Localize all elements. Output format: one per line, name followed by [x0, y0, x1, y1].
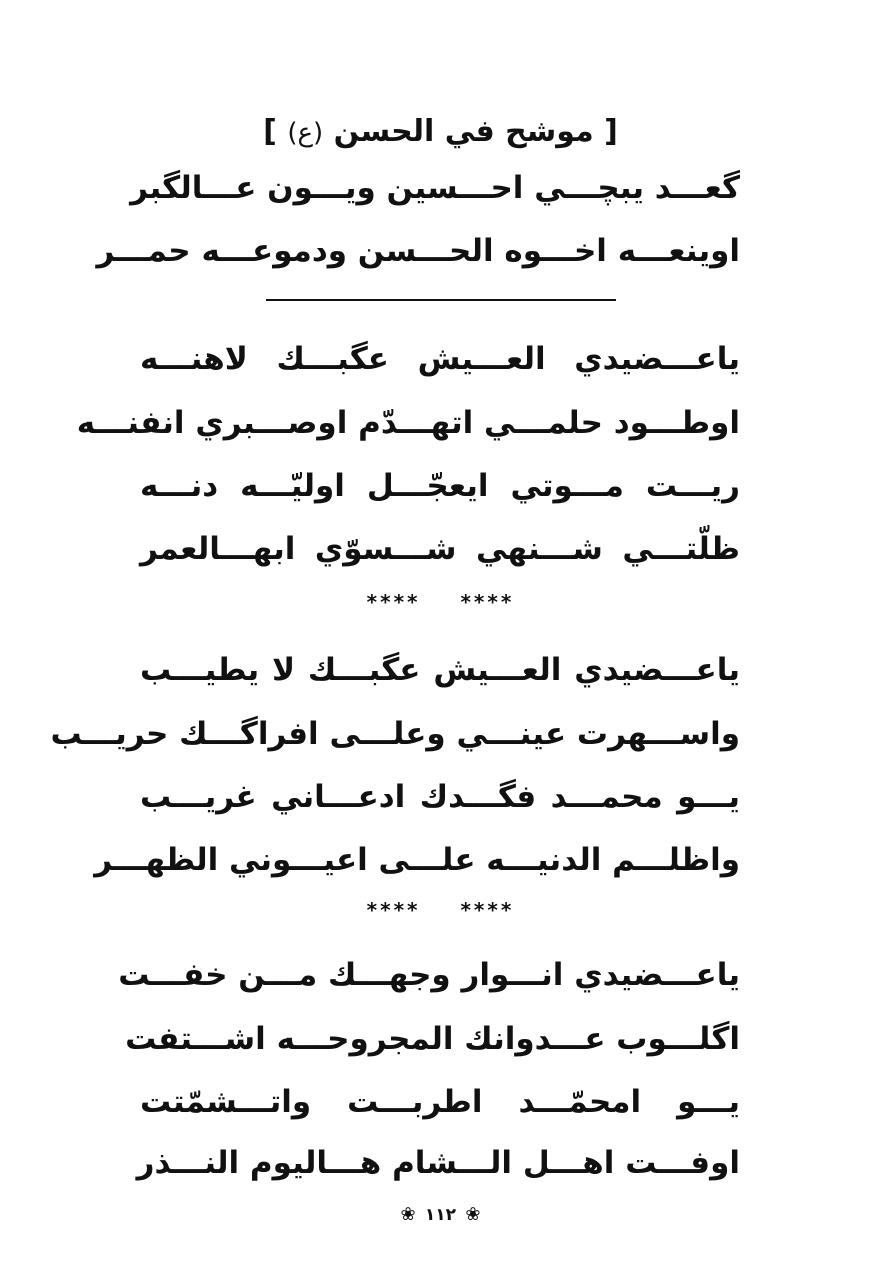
title-bracket-open: [	[604, 114, 618, 149]
stanza3-line-4: اوفـــت اهـــل الـــشام هـــاليوم النـــذر	[136, 1145, 740, 1181]
stanza1-line-3: ريـــت مـــوتي ايعجّـــل اوليّـــه دنـــه	[140, 468, 740, 504]
intro-line-1: گعـــد يبچـــي احـــسين ويـــون عـــالگبر	[130, 170, 740, 206]
ornament-left-icon: ❀	[400, 1204, 416, 1225]
stanza3-line-1: ياعـــضيدي انـــوار وجهـــك مـــن خفـــت	[118, 957, 740, 993]
stanza2-line-3: يـــو محمـــد فگـــدك ادعـــاني غريـــب	[140, 779, 740, 815]
stanza-separator-1: **** ****	[366, 590, 515, 614]
stanza3-line-3: يـــو امحمّـــد اطربـــت واتـــشمّتت	[140, 1084, 740, 1120]
title-bracket-close: ]	[263, 114, 277, 149]
stanza1-line-4: ظلّتـــي شـــنهي شـــسوّي ابهـــالعمر	[140, 531, 740, 567]
page-footer	[0, 1200, 881, 1230]
stanza2-line-4: واظلـــم الدنيـــه علـــى اعيـــوني الظهـــر	[94, 842, 740, 878]
title-paren: (ع)	[287, 118, 324, 148]
divider-line	[266, 299, 616, 301]
poem-title	[0, 112, 881, 153]
stanza3-line-2: اگلـــوب عـــدوانك المجروحـــه اشـــتفت	[125, 1021, 740, 1057]
ornament-right-icon: ❀	[465, 1204, 481, 1225]
intro-line-2: اوينعـــه اخـــوه الحـــسن ودموعـــه حمـــر	[96, 233, 740, 269]
page-number: ١١٢	[424, 1205, 457, 1225]
stanza2-line-1: ياعـــضيدي العـــيش عگبـــك لا يطيـــب	[140, 652, 740, 688]
title-text: موشح في الحسن	[333, 114, 594, 149]
stanza-separator-2: **** ****	[366, 898, 515, 922]
stanza1-line-1: ياعـــضيدي العـــيش عگبـــك لاهنـــه	[140, 341, 740, 377]
stanza2-line-2: واســـهرت عينـــي وعلـــى افراگـــك حريـــب	[50, 716, 740, 752]
stanza1-line-2: اوطـــود حلمـــي اتهـــدّم اوصـــبري انفنـــه	[76, 405, 740, 441]
